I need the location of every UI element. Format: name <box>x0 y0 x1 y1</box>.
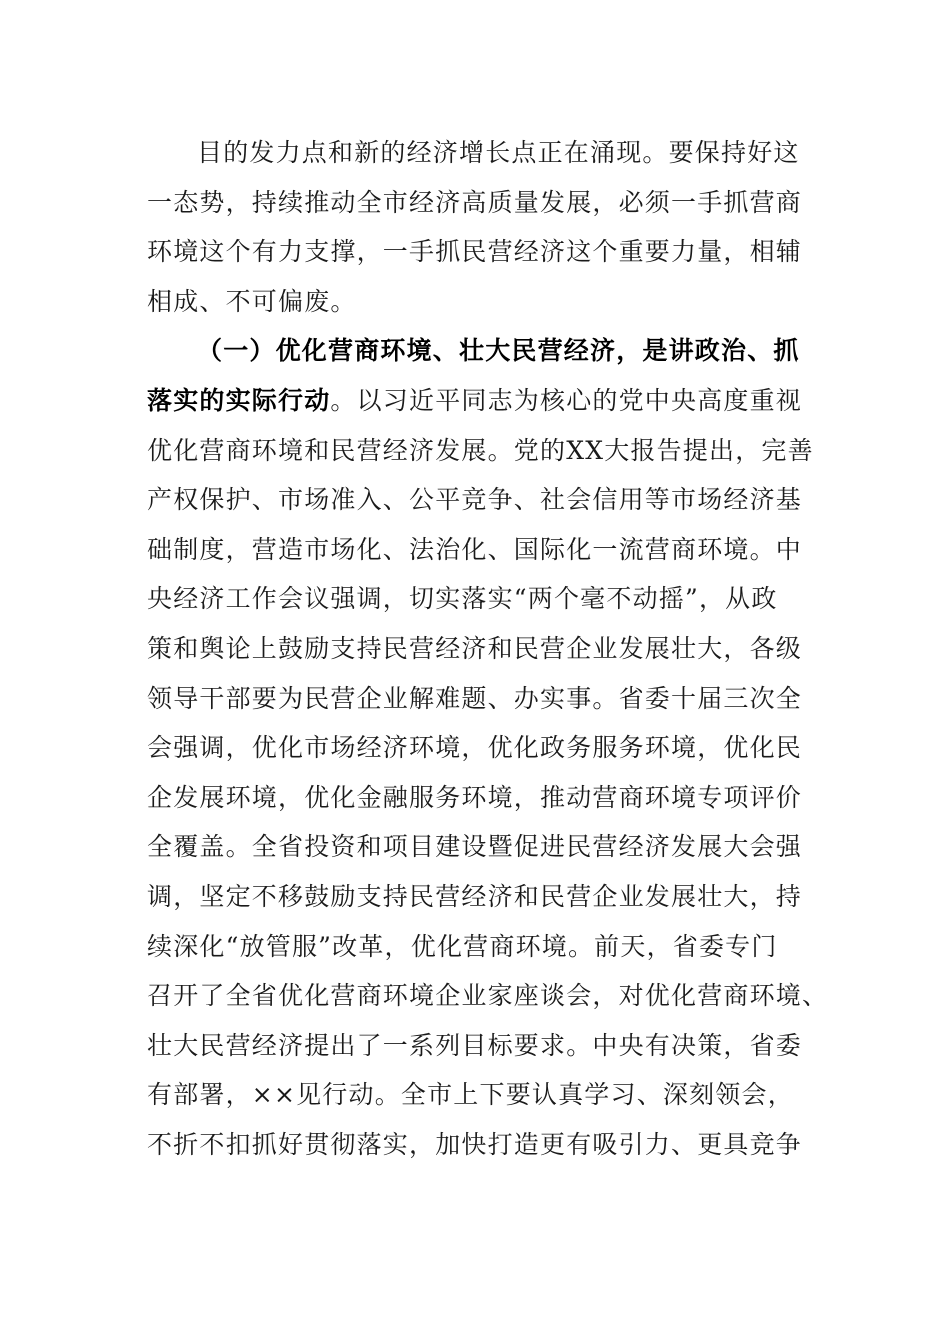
paragraph-2-line-7: 策和舆论上鼓励支持民营经济和民营企业发展壮大，各级 <box>147 633 803 663</box>
paragraph-2-line-2-text: 。以习近平同志为核心的党中央高度重视 <box>330 385 803 415</box>
paragraph-1-line-3: 环境这个有力支撑，一手抓民营经济这个重要力量，相辅 <box>147 237 803 267</box>
paragraph-2-line-4: 产权保护、市场准入、公平竞争、社会信用等市场经济基 <box>147 485 803 515</box>
paragraph-1-line-2: 一态势，持续推动全市经济高质量发展，必须一手抓营商 <box>147 187 803 217</box>
paragraph-1-line-1: 目的发力点和新的经济增长点正在涌现。要保持好这 <box>197 138 800 167</box>
paragraph-2-line-9: 会强调，优化市场经济环境，优化政务服务环境，优化民 <box>147 733 803 763</box>
document-body <box>147 128 829 1169</box>
paragraph-2-line-5: 础制度，营造市场化、法治化、国际化一流营商环境。中 <box>147 534 803 564</box>
paragraph-2-line-11: 全覆盖。全省投资和项目建设暨促进民营经济发展大会强 <box>147 832 803 862</box>
section-heading-line-1: （一）优化营商环境、壮大民营经济，是讲政治、抓 <box>197 336 800 366</box>
paragraph-2-line-6: 央经济工作会议强调，切实落实“两个毫不动摇”，从政 <box>147 584 778 614</box>
paragraph-2-line-13: 续深化“放管服”改革，优化营商环境。前天，省委专门 <box>147 931 778 961</box>
section-heading-line-2: 落实的实际行动 <box>147 385 331 415</box>
paragraph-1-line-4: 相成、不可偏废。 <box>147 286 357 316</box>
paragraph-2-line-15: 壮大民营经济提出了一系列目标要求。中央有决策，省委 <box>147 1030 803 1060</box>
paragraph-2-line-17: 不折不扣抓好贯彻落实，加快打造更有吸引力、更具竞争 <box>147 1129 803 1159</box>
paragraph-2-line-10: 企发展环境，优化金融服务环境，推动营商环境专项评价 <box>147 782 803 812</box>
paragraph-2-line-16: 有部署，××见行动。全市上下要认真学习、深刻领会， <box>147 1080 794 1110</box>
paragraph-2-line-8: 领导干部要为民营企业解难题、办实事。省委十届三次全 <box>147 683 803 713</box>
paragraph-2-line-12: 调，坚定不移鼓励支持民营经济和民营企业发展壮大，持 <box>147 881 803 911</box>
paragraph-2-line-14: 召开了全省优化营商环境企业家座谈会，对优化营商环境、 <box>147 981 829 1011</box>
paragraph-2-line-3: 优化营商环境和民营经济发展。党的XX大报告提出，完善 <box>147 435 814 465</box>
paragraph-2-line-2 <box>147 376 803 426</box>
